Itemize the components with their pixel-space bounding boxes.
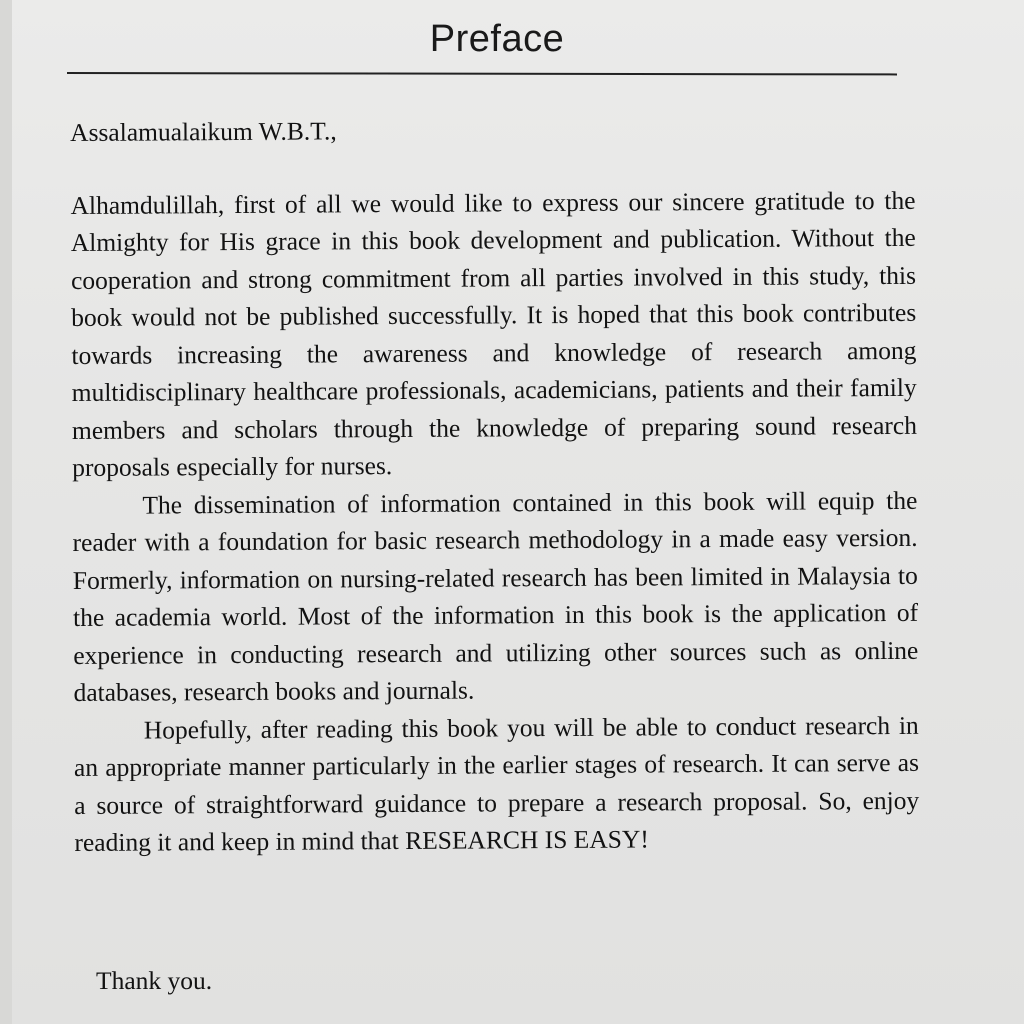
paragraph-2: The dissemination of information contained in this book will equip the reader with a foundation for basic research methodology in a made easy version. Formerly, information on nursing-related research has been limited in Malaysia to the academia world. Most of the information in this book is the application of experience in conducting research and utilizing other sources such as online databases, research books and journals. xyxy=(72,485,919,707)
salutation: Assalamualaikum W.B.T., xyxy=(70,116,337,147)
paragraph-3: Hopefully, after reading this book you will be able to conduct research in an appropriate manner particularly in the earlier stages of research. It can serve as a source of straightforward guidance to prepare a research proposal. So, enjoy reading it and keep in mind that RESEARCH IS EASY! xyxy=(73,710,920,857)
preface-body xyxy=(70,109,920,862)
title-underline xyxy=(67,72,897,75)
page-title: Preface xyxy=(429,18,565,60)
paragraph-1: Alhamdulillah, first of all we would like to express our sincere gratitude to the Almighty for His grace in this book development and publication. Without the cooperation and strong commitment from all parties involved in this study, this book would not be published successfully. It is hoped that this book contributes towards increasing the awareness and knowledge of research among multidisciplinary healthcare professionals, academicians, patients and their family members and scholars through the knowledge of preparing sound research proposals especially for nurses. xyxy=(70,185,918,482)
book-page xyxy=(12,0,1024,1024)
closing-line: Thank you. xyxy=(96,966,213,995)
